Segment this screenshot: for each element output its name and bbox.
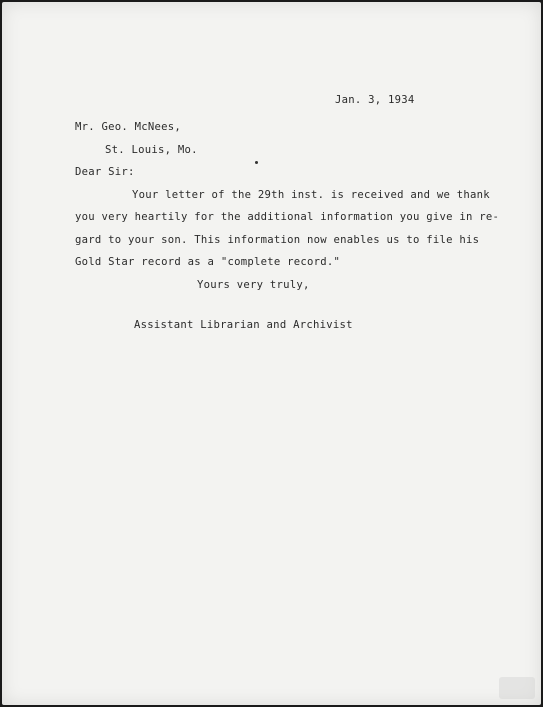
recipient-city: St. Louis, Mo. <box>105 144 198 156</box>
body-line-1: Your letter of the 29th inst. is received and we thank <box>132 189 490 201</box>
salutation: Dear Sir: <box>75 166 135 178</box>
letter-date: Jan. 3, 1934 <box>335 94 415 106</box>
closing: Yours very truly, <box>197 279 310 291</box>
ink-mark <box>255 161 258 164</box>
body-line-3: gard to your son. This information now enables us to file his <box>75 234 480 246</box>
letter-page <box>2 2 541 705</box>
paper-smudge <box>499 677 535 699</box>
body-line-2: you very heartily for the additional information you give in re- <box>75 211 500 223</box>
recipient-name: Mr. Geo. McNees, <box>75 121 182 133</box>
body-line-4: Gold Star record as a "complete record." <box>75 256 341 268</box>
signature-title: Assistant Librarian and Archivist <box>134 319 353 331</box>
